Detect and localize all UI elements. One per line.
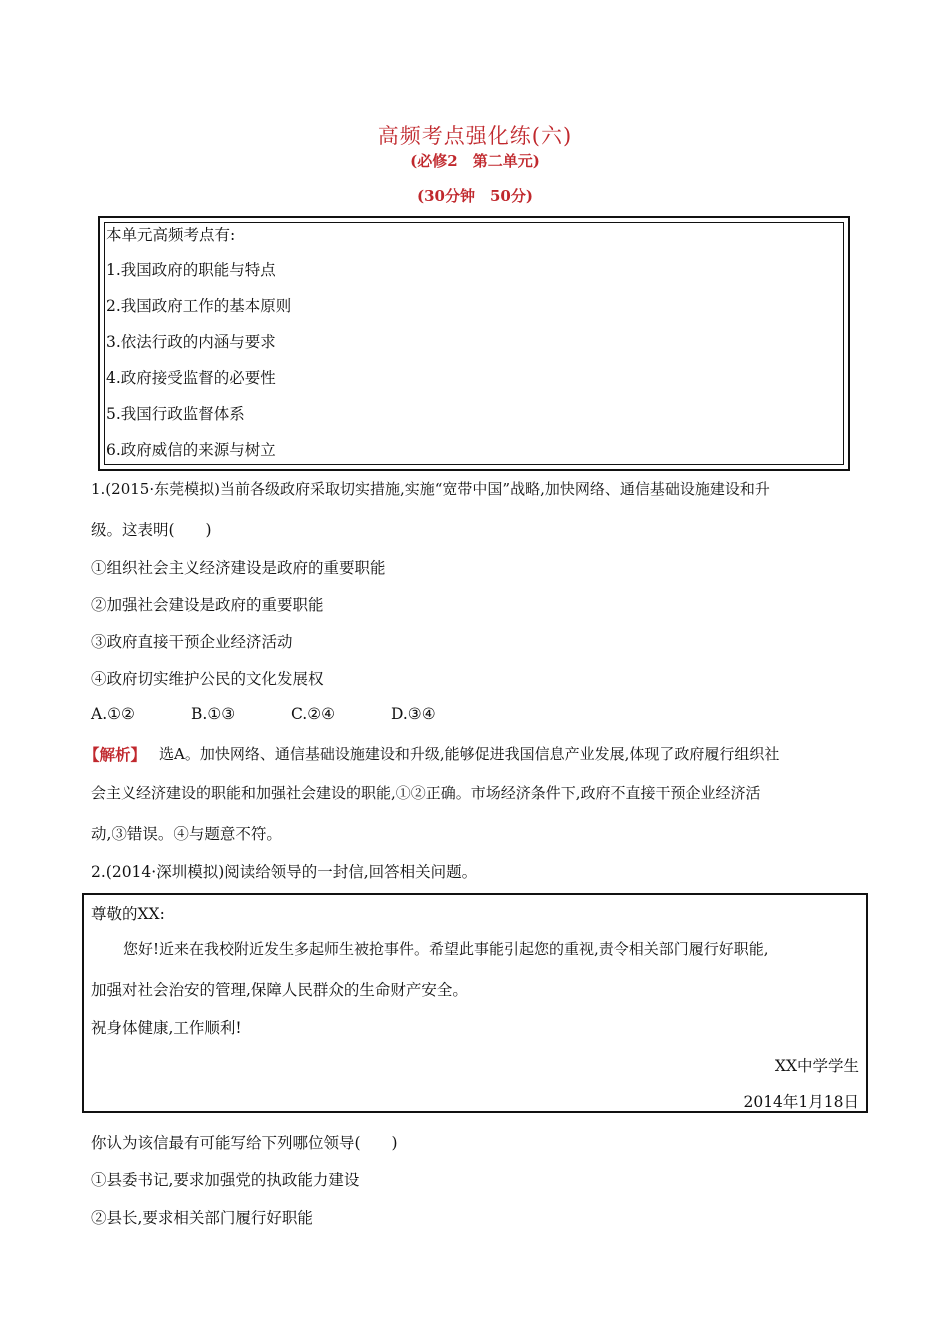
letter-date: 2014年1月18日: [743, 1093, 859, 1111]
q1-option-b: B.①③: [191, 705, 236, 723]
q2-question: 你认为该信最有可能写给下列哪位领导( ): [91, 1134, 398, 1152]
analysis-text: 动,③错误。④与题意不符。: [91, 825, 282, 843]
letter-body: 您好!近来在我校附近发生多起师生被抢事件。希望此事能引起您的重视,责令相关部门履行好职能,: [123, 940, 769, 958]
summary-item: 2.我国政府工作的基本原则: [106, 297, 292, 315]
summary-item: 4.政府接受监督的必要性: [106, 369, 276, 387]
q1-stem-cont: 级。这表明( ): [91, 521, 212, 539]
analysis-tag: 【解析】: [84, 745, 147, 764]
summary-heading: 本单元高频考点有:: [106, 226, 236, 244]
page-subtitle: (必修2 第二单元): [410, 152, 540, 170]
q1-option-c: C.②④: [291, 705, 336, 723]
summary-item: 1.我国政府的职能与特点: [106, 261, 276, 279]
q1-statement: ①组织社会主义经济建设是政府的重要职能: [91, 559, 386, 577]
letter-closing: 祝身体健康,工作顺利!: [91, 1019, 242, 1037]
q1-statement: ②加强社会建设是政府的重要职能: [91, 596, 324, 614]
summary-item: 6.政府威信的来源与树立: [106, 441, 276, 459]
letter-body: 加强对社会治安的管理,保障人民群众的生命财产安全。: [91, 981, 468, 999]
page-title: 高频考点强化练(六): [377, 124, 573, 148]
analysis-text: 选A。加快网络、通信基础设施建设和升级,能够促进我国信息产业发展,体现了政府履行组织社: [159, 745, 780, 763]
q2-statement: ②县长,要求相关部门履行好职能: [91, 1209, 313, 1227]
letter-box: [82, 893, 868, 1113]
letter-salutation: 尊敬的XX:: [91, 905, 165, 923]
q1-option-d: D.③④: [391, 705, 436, 723]
q2-stem: 2.(2014·深圳模拟)阅读给领导的一封信,回答相关问题。: [91, 863, 478, 881]
analysis-text: 会主义经济建设的职能和加强社会建设的职能,①②正确。市场经济条件下,政府不直接干预企业经济活: [91, 784, 761, 802]
q1-option-a: A.①②: [91, 705, 135, 723]
letter-signature: XX中学学生: [774, 1057, 859, 1075]
time-score: (30分钟 50分): [417, 187, 533, 205]
summary-item: 5.我国行政监督体系: [106, 405, 245, 423]
q1-statement: ③政府直接干预企业经济活动: [91, 633, 293, 651]
summary-item: 3.依法行政的内涵与要求: [106, 333, 276, 351]
q1-statement: ④政府切实维护公民的文化发展权: [91, 670, 324, 688]
q1-stem: 1.(2015·东莞模拟)当前各级政府采取切实措施,实施“宽带中国”战略,加快网络、通信基础设施建设和升: [91, 480, 770, 498]
q2-statement: ①县委书记,要求加强党的执政能力建设: [91, 1171, 360, 1189]
